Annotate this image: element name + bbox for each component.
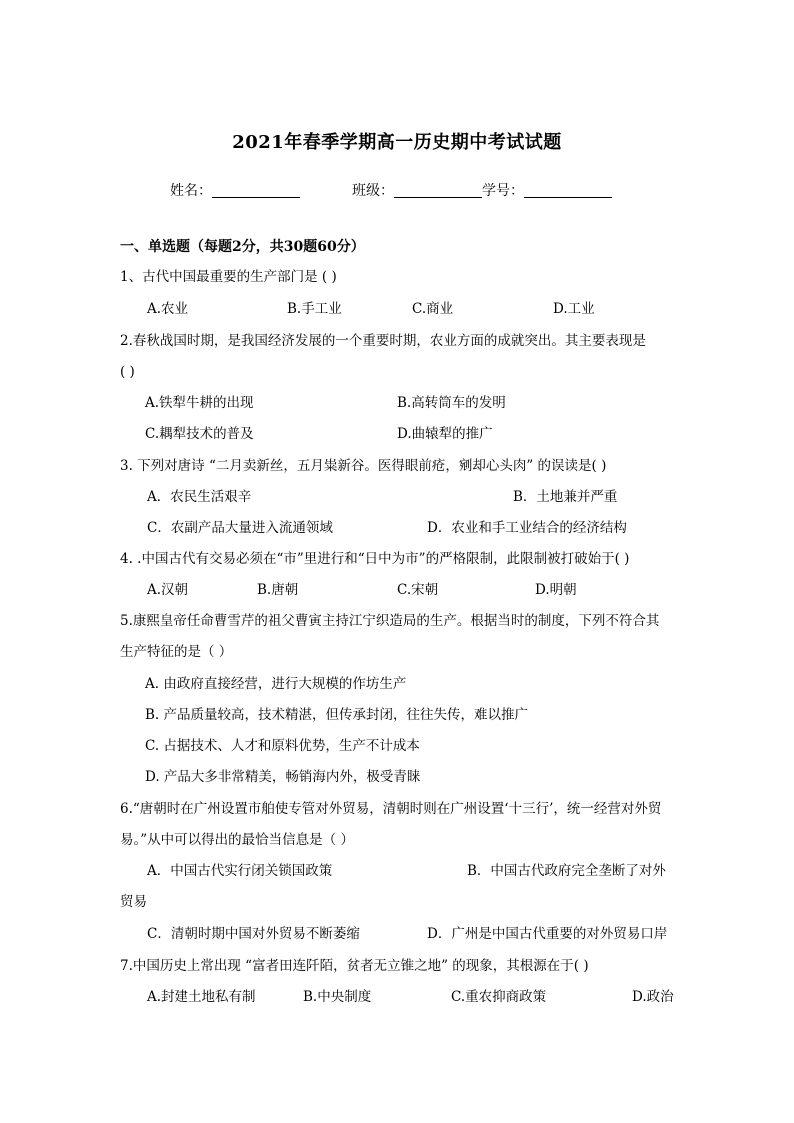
option-d: D. 产品大多非常精美，畅销海内外，极受青睐 [145, 769, 421, 785]
section-heading: 一、单选题（每题2分，共30题60分） [120, 239, 365, 255]
exam-title: 2021年春季学期高一历史期中考试试题 [232, 132, 562, 153]
question-stem: 7.中国历史上常出现 “富者田连阡陌，贫者无立锥之地” 的现象，其根源在于( ) [120, 958, 589, 974]
option-a: A.封建土地私有制 [147, 989, 256, 1005]
name-label: 姓名： [170, 183, 212, 199]
class-blank[interactable] [394, 183, 482, 198]
option-a: A．农民生活艰辛 [147, 489, 252, 505]
option-c: C.商业 [412, 301, 454, 317]
option-c: C．清朝时期中国对外贸易不断萎缩 [147, 926, 360, 942]
option-d: D．农业和手工业结合的经济结构 [427, 520, 627, 536]
option-d: D.政治 [632, 989, 674, 1005]
option-d: D.工业 [553, 301, 595, 317]
option-b: B.中央制度 [303, 989, 372, 1005]
question-stem: 3. 下列对唐诗 “二月卖新丝，五月粜新谷。医得眼前疮，剜却心头肉” 的误读是( ) [120, 458, 607, 474]
question-stem: 2.春秋战国时期，是我国经济发展的一个重要时期，农业方面的成就突出。其主要表现是 [120, 333, 646, 349]
option-b: B．土地兼并严重 [513, 489, 618, 505]
id-label: 学号： [482, 183, 524, 199]
class-field[interactable] [352, 180, 612, 200]
class-label: 班级： [352, 183, 394, 199]
option-b: B.高转筒车的发明 [397, 395, 506, 411]
option-c: C.耦犁技术的普及 [145, 426, 254, 442]
question-stem: 5.康熙皇帝任命曹雪芹的祖父曹寅主持江宁织造局的生产。根据当时的制度，下列不符合其 [120, 613, 660, 629]
id-blank[interactable] [524, 183, 612, 198]
option-d: D.明朝 [535, 582, 577, 598]
option-a: A.铁犁牛耕的出现 [145, 395, 254, 411]
option-b-cont: 贸易 [120, 894, 147, 910]
option-b: B.唐朝 [257, 582, 299, 598]
option-c: C. 占据技术、人才和原料优势，生产不计成本 [145, 738, 420, 754]
question-stem: 6.“唐朝时在广州设置市舶使专管对外贸易，清朝时则在广州设置‘十三行’，统一经营对外贸 [120, 801, 662, 817]
question-stem-cont: 生产特征的是（ ） [120, 644, 233, 660]
option-c: C.宋朝 [397, 582, 439, 598]
option-a: A．中国古代实行闭关锁国政策 [147, 863, 333, 879]
option-b: B.手工业 [287, 301, 342, 317]
name-field[interactable] [170, 180, 300, 200]
question-stem: 1、古代中国最重要的生产部门是 ( ) [120, 269, 337, 285]
name-blank[interactable] [212, 183, 300, 198]
option-d: D．广州是中国古代重要的对外贸易口岸 [427, 926, 668, 942]
question-stem-cont: ( ) [120, 364, 135, 380]
option-b: B. 产品质量较高，技术精湛，但传承封闭，往往失传，难以推广 [145, 707, 529, 723]
question-stem: 4. .中国古代有交易必须在“市”里进行和“日中为市”的严格限制，此限制被打破始于( ) [120, 551, 630, 567]
option-a: A.汉朝 [147, 582, 189, 598]
option-c: C.重农抑商政策 [451, 989, 547, 1005]
option-d: D.曲辕犁的推广 [397, 426, 493, 442]
option-c: C．农副产品大量进入流通领域 [147, 520, 333, 536]
option-a: A. 由政府直接经营，进行大规模的作坊生产 [145, 676, 407, 692]
question-stem-cont: 易。”从中可以得出的最恰当信息是（ ） [120, 832, 354, 848]
option-a: A.农业 [147, 301, 189, 317]
option-b: B．中国古代政府完全垄断了对外 [467, 863, 666, 879]
